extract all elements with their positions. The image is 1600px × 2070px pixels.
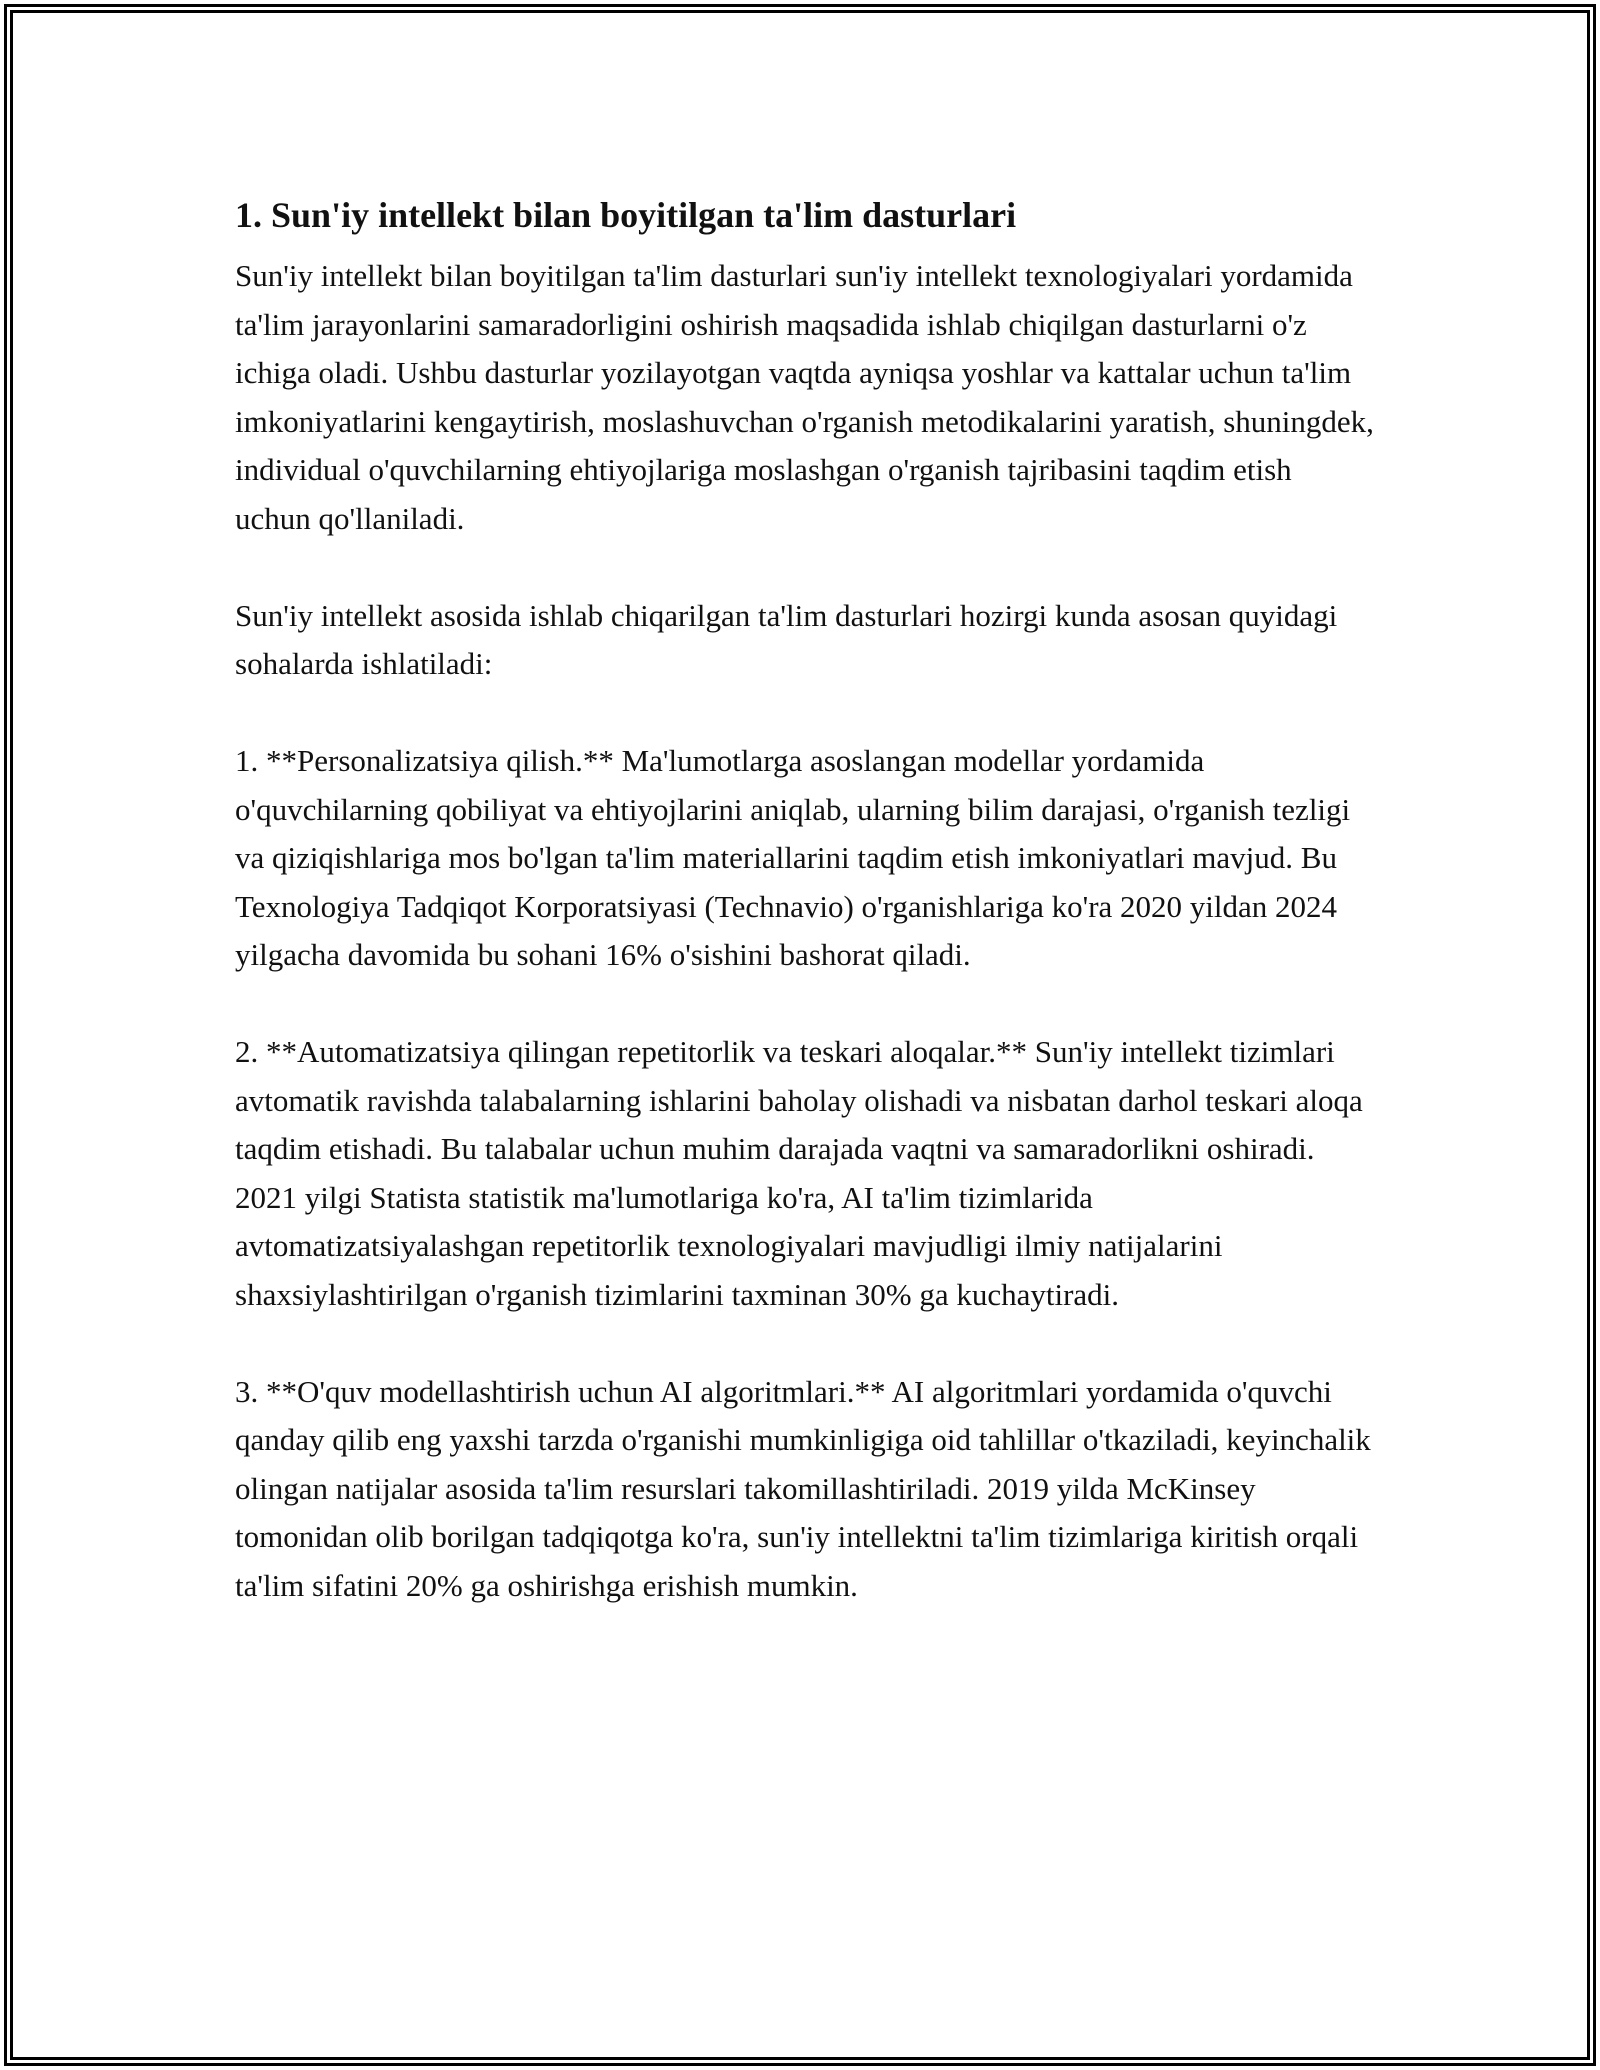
document-body — [235, 186, 1375, 1659]
areas-intro-paragraph: Sun'iy intellekt asosida ishlab chiqarilgan ta'lim dasturlari hozirgi kunda asosan quyidagi sohalarda ishlatiladi: — [235, 597, 1338, 681]
document-title: 1. Sun'iy intellekt bilan boyitilgan ta'lim dasturlari — [235, 195, 1017, 235]
list-item-personalization: 1. **Personalizatsiya qilish.** Ma'lumotlarga asoslangan modellar yordamida o'quvchilarning qobiliyat va ehtiyojlarini aniqlab, ularning bilim darajasi, o'rganish tezligi va qiziqishlariga mos bo'lgan ta'lim materiallarini taqdim etish imkoniyatlari mavjud. Bu Texnologiya Tadqiqot Korporatsiyasi (Technavio) o'rganishlariga ko'ra 2020 yildan 2024 yilgacha davomida bu sohani 16% o'sishini bashorat qiladi. — [235, 743, 1351, 972]
list-item-ai-algorithms: 3. **O'quv modellashtirish uchun AI algoritmlari.** AI algoritmlari yordamida o'quvchi qanday qilib eng yaxshi tarzda o'rganishi mumkinligiga oid tahlillar o'tkaziladi, keyinchalik olingan natijalar asosida ta'lim resurslari takomillashtiriladi. 2019 yilda McKinsey tomonidan olib borilgan tadqiqotga ko'ra, sun'iy intellektni ta'lim tizimlariga kiritish orqali ta'lim sifatini 20% ga oshirishga erishish mumkin. — [235, 1373, 1371, 1603]
list-item-automated-tutoring: 2. **Automatizatsiya qilingan repetitorlik va teskari aloqalar.** Sun'iy intellekt tizimlari avtomatik ravishda talabalarning ishlarini baholay olishadi va nisbatan darhol teskari aloqa taqdim etishadi. Bu talabalar uchun muhim darajada vaqtni va samaradorlikni oshiradi. 2021 yilgi Statista statistik ma'lumotlariga ko'ra, AI ta'lim tizimlarida avtomatizatsiyalashgan repetitorlik texnologiyalari mavjudligi ilmiy natijalarini shaxsiylashtirilgan o'rganish tizimlarini taxminan 30% ga kuchaytiradi. — [235, 1034, 1363, 1312]
intro-paragraph: Sun'iy intellekt bilan boyitilgan ta'lim dasturlari sun'iy intellekt texnologiyalari yordamida ta'lim jarayonlarini samaradorligini oshirish maqsadida ishlab chiqilgan dasturlarni o'z ichiga oladi. Ushbu dasturlar yozilayotgan vaqtda ayniqsa yoshlar va kattalar uchun ta'lim imkoniyatlarini kengaytirish, moslashuvchan o'rganish metodikalarini yaratish, shuningdek, individual o'quvchilarning ehtiyojlariga moslashgan o'rganish tajribasini taqdim etish uchun qo'llaniladi. — [235, 258, 1374, 536]
